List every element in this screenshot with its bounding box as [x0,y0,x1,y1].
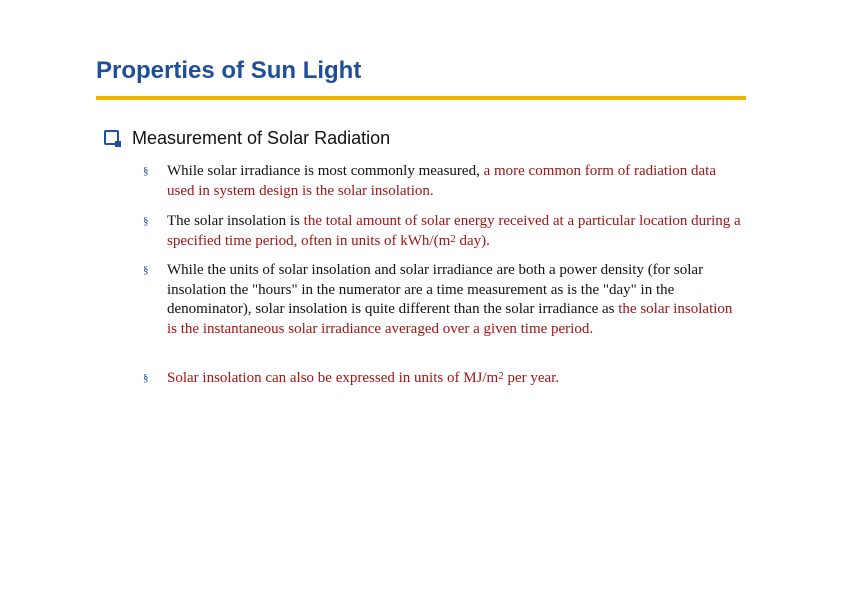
bullet-item [143,369,743,389]
text-run: The solar insolation is [167,213,304,229]
title-underline [96,96,746,100]
superscript: 2 [498,370,504,382]
text-run: the total amount of solar energy received at a particular location during a specified time period, often in units of kWh/(m [167,213,741,249]
text-run: a more common form of radiation data used in system design is the solar insolation. [167,163,716,199]
square-bullet-icon: § [143,165,149,177]
slide-title: Properties of Sun Light [96,57,362,84]
text-run: the solar insolation is the instantaneous solar irradiance averaged over a given time period. [167,301,733,337]
section-heading-text: Measurement of Solar Radiation [132,128,391,148]
bullet-item [143,162,743,201]
square-bullet-icon: § [143,372,149,384]
bullet-text [167,162,743,201]
text-run: day). [455,232,490,249]
section-heading [104,128,390,149]
text-run: While solar irradiance is most commonly measured, [167,163,484,179]
square-bullet-icon: § [143,264,149,276]
bullet-text [167,212,743,251]
bullet-text [167,261,743,339]
checkbox-bullet-icon [104,130,119,145]
bullet-text [167,369,743,389]
text-run: While the units of solar insolation and solar irradiance are both a power density (for solar insolation the "hours" in the numerator are a time measurement as is the "day" in the denominator), solar insolation is quite different than the solar irradiance as [167,262,704,317]
bullet-item [143,212,743,251]
text-run: Solar insolation can also be expressed in units of MJ/m [167,370,499,386]
square-bullet-icon: § [143,215,149,227]
bullet-item [143,261,743,339]
superscript: 2 [450,232,456,245]
text-run: per year. [503,370,560,386]
